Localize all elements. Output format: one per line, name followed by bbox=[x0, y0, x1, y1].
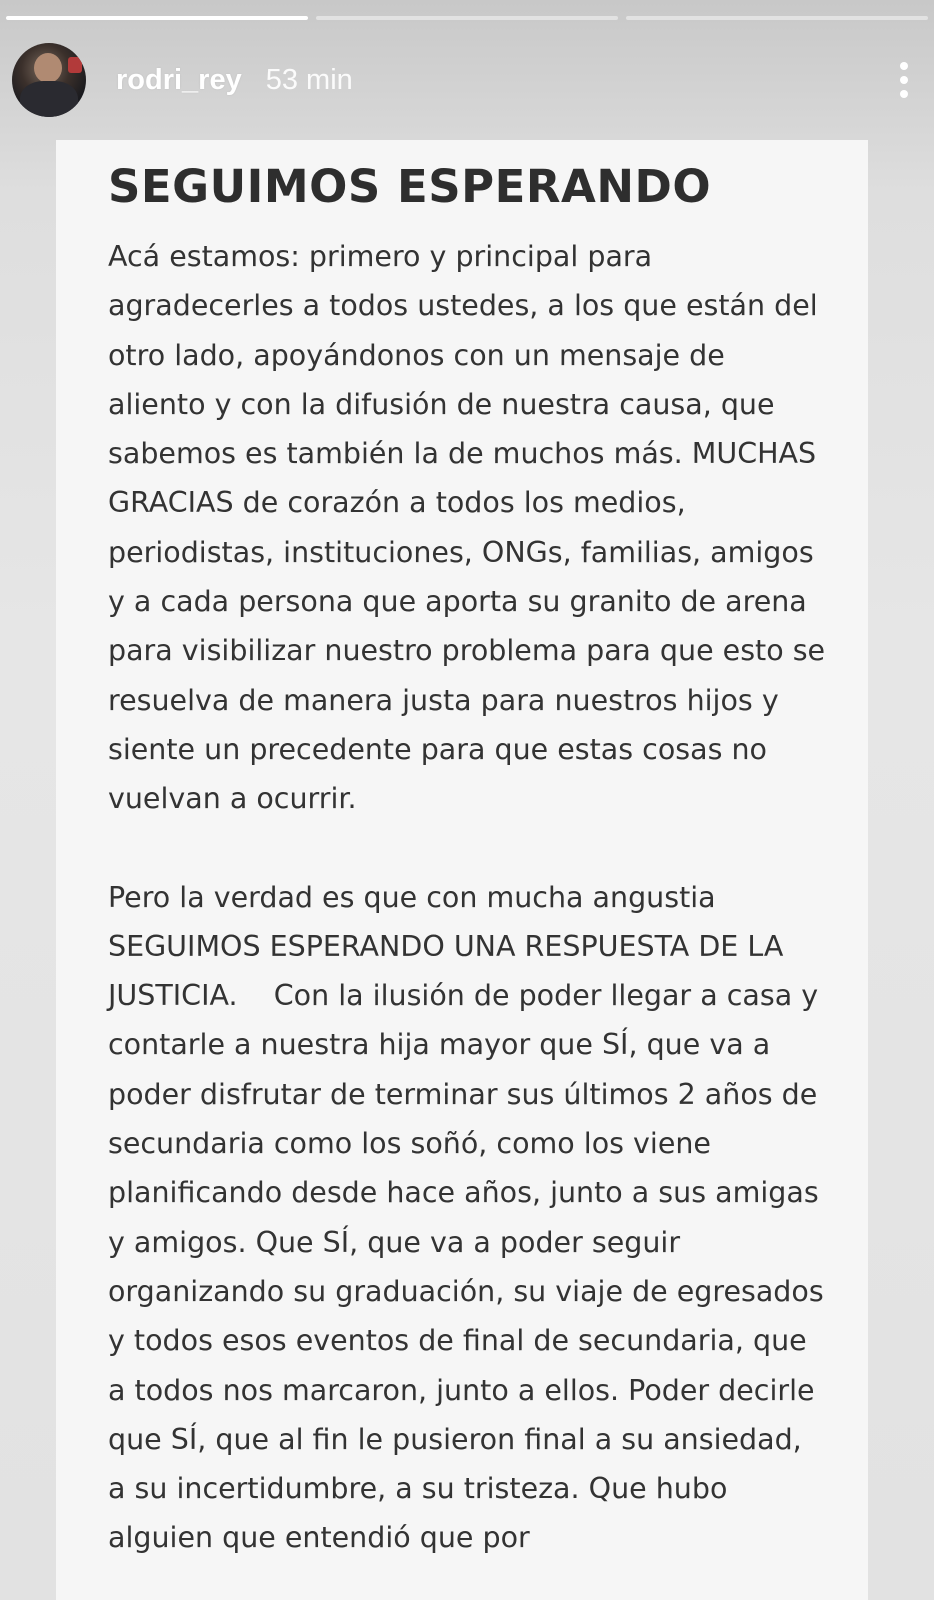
avatar-background-detail bbox=[68, 57, 82, 73]
avatar[interactable] bbox=[12, 43, 86, 117]
dot bbox=[900, 90, 908, 98]
dot bbox=[900, 76, 908, 84]
document-paragraph: Acá estamos: primero y principal para agradecerles a todos ustedes, a los que están del otro lado, apoyándonos con un mensaje de aliento y con la difusión de nuestra causa, que sabemos es también la de muchos más. MUCHAS GRACIAS de corazón a todos los medios, periodistas, instituciones, ONGs, familias, amigos y a cada persona que aporta su granito de arena para visibilizar nuestro problema para que esto se resuelva de manera justa para nuestros hijos y siente un precedente para que estas cosas no vuelvan a ocurrir. bbox=[108, 240, 835, 816]
story-progress-bar bbox=[6, 16, 928, 20]
progress-segment-fill bbox=[6, 16, 308, 20]
progress-segment bbox=[626, 16, 928, 20]
document-title: SEGUIMOS ESPERANDO bbox=[108, 160, 712, 213]
document-paragraph: Pero la verdad es que con mucha angustia SEGUIMOS ESPERANDO UNA RESPUESTA DE LA JUSTICIA. Con la ilusión de poder llegar a casa y contarle a nuestra hija mayor que SÍ, que va a poder disfrutar de terminar sus últimos 2 años de secundaria como los soñó, como los viene planificando desde hace años, junto a sus amigas y amigos. Que SÍ, que va a poder seguir organizando su graduación, su viaje de egresados y todos esos eventos de final de secundaria, que a todos nos marcaron, junto a ellos. Poder decirle que SÍ, que al fin le pusieron final a su ansiedad, a su incertidumbre, a su tristeza. Que hubo alguien que entendió que por bbox=[108, 880, 833, 1555]
shared-document-card bbox=[56, 140, 868, 1600]
progress-segment bbox=[6, 16, 308, 20]
story-header bbox=[12, 42, 914, 118]
more-options-icon[interactable] bbox=[894, 60, 914, 100]
story-timestamp: 53 min bbox=[265, 63, 353, 96]
username[interactable]: rodri_rey bbox=[116, 63, 242, 96]
progress-segment bbox=[316, 16, 618, 20]
dot bbox=[900, 62, 908, 70]
